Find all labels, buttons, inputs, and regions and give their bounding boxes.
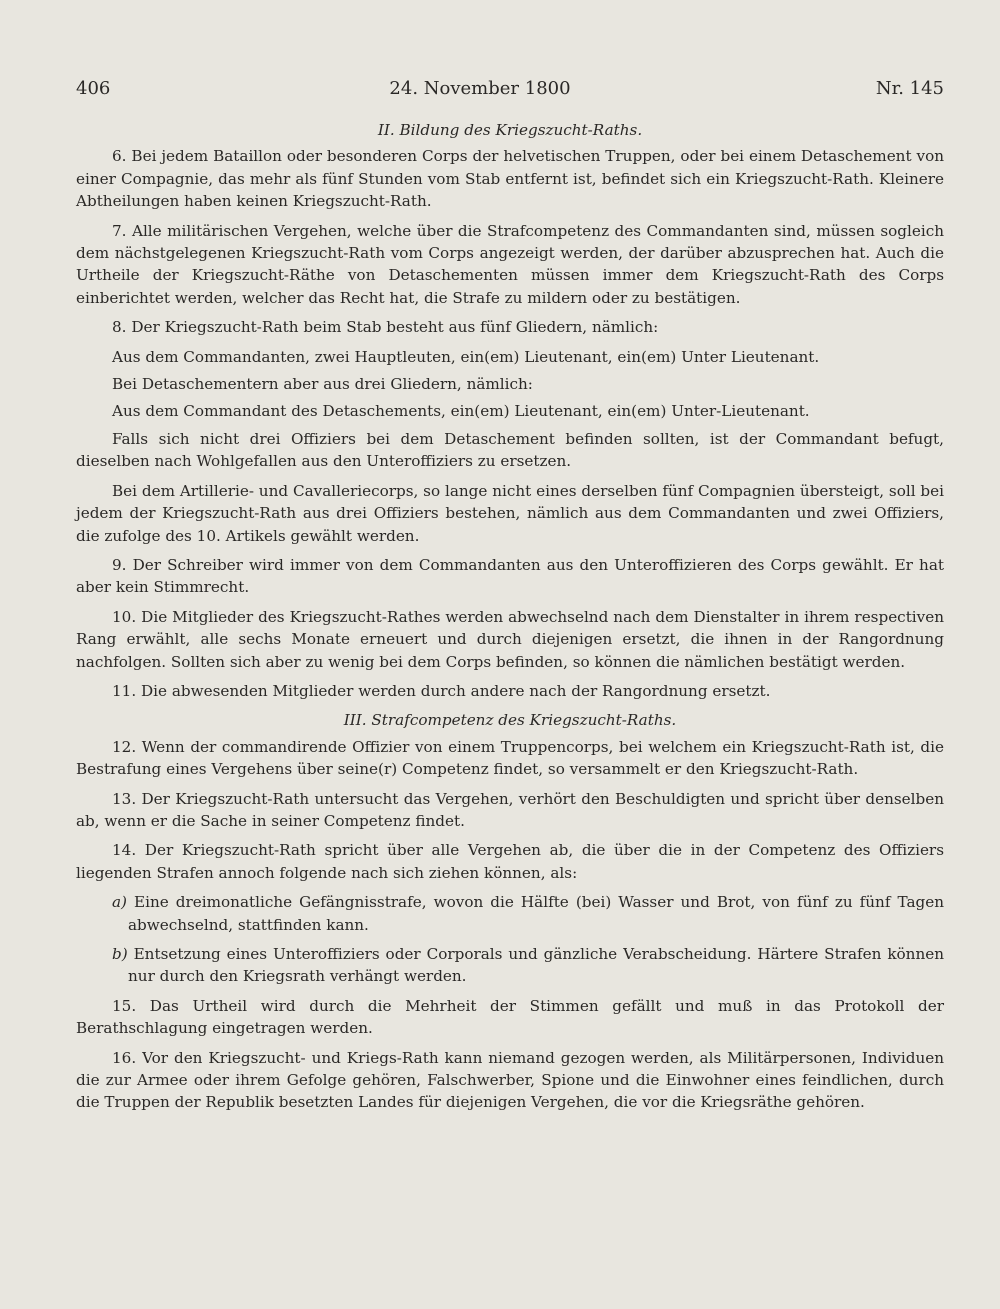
document-body	[76, 119, 944, 1121]
paragraph-14: 14. Der Kriegszucht-Rath spricht über alle Vergehen ab, die über die in der Competenz des Offiziers liegenden Strafen annoch folgende nach sich ziehen können, als:	[76, 841, 944, 882]
subitem-a-label: a)	[112, 893, 127, 912]
paragraph-16: 16. Vor den Kriegszucht- und Kriegs-Rath kann niemand gezogen werden, als Militärpersonen, Individuen die zur Armee oder ihrem Gefolge gehören, Falschwerber, Spione und die Einwohner eines feindlichen, durch die Truppen der Republik besetzten Landes für diejenigen Vergehen, die vor die Kriegsräthe gehören.	[76, 1048, 944, 1112]
paragraph-10: 10. Die Mitglieder des Kriegszucht-Rathes werden abwechselnd nach dem Dienstalter in ihrem respectiven Rang erwählt, alle sechs Monate erneuert und durch diejenigen ersetzt, die ihnen in der Rangordnung nachfolgen. Sollten sich aber zu wenig bei dem Corps befinden, so können die nämlichen bestätigt werden.	[76, 607, 944, 671]
paragraph-8-detachment-list: Aus dem Commandant des Detaschements, ein(em) Lieutenant, ein(em) Unter-Lieutenant.	[112, 402, 810, 421]
page-header	[76, 78, 944, 104]
paragraph-8-staff-list: Aus dem Commandanten, zwei Hauptleuten, ein(em) Lieutenant, ein(em) Unter Lieutenant.	[112, 347, 820, 366]
paragraph-12: 12. Wenn der commandirende Offizier von einem Truppencorps, bei welchem ein Kriegszucht-Rath ist, die Bestrafung eines Vergehens über seine(r) Competenz findet, so versammelt er den Kriegszucht-Rath.	[76, 737, 944, 779]
paragraph-8-detachment-intro: Bei Detaschementern aber aus drei Gliedern, nämlich:	[112, 375, 533, 394]
paragraph-7: 7. Alle militärischen Vergehen, welche über die Strafcompetenz des Commandanten sind, müssen sogleich dem nächstgelegenen Kriegszucht-Rath vom Corps angezeigt werden, der darüber abzusprechen hat. Auch die Urtheile der Kriegszucht-Räthe von Detaschementen müssen immer dem Kriegszucht-Rath des Corps einberichtet werden, welcher das Recht hat, die Strafe zu mildern oder zu bestätigen.	[76, 221, 944, 307]
paragraph-9: 9. Der Schreiber wird immer von dem Commandanten aus den Unteroffizieren des Corps gewählt. Er hat aber kein Stimmrecht.	[76, 555, 944, 597]
paragraph-8-artillery: Bei dem Artillerie- und Cavalleriecorps, so lange nicht eines derselben fünf Compagnien übersteigt, soll bei jedem der Kriegszucht-Rath aus drei Offiziers bestehen, nämlich aus dem Commandanten und zwei Offiziers, die zufolge des 10. Artikels gewählt werden.	[76, 481, 944, 545]
page-number: 406	[76, 78, 111, 99]
subitem-a-text: Eine dreimonatliche Gefängnisstrafe, wovon die Hälfte (bei) Wasser und Brot, von fünf zu fünf Tagen abwechselnd, stattfinden kann.	[128, 893, 945, 934]
section-heading-3: III. Strafcompetenz des Kriegszucht-Raths.	[343, 711, 677, 730]
subitem-a	[92, 891, 944, 936]
paragraph-13: 13. Der Kriegszucht-Rath untersucht das Vergehen, verhört den Beschuldigten und spricht über denselben ab, wenn er die Sache in seiner Competenz findet.	[76, 789, 944, 830]
paragraph-11: 11. Die abwesenden Mitglieder werden durch andere nach der Rangordnung ersetzt.	[112, 681, 771, 700]
subitem-b-label: b)	[112, 945, 128, 963]
paragraph-15: 15. Das Urtheil wird durch die Mehrheit der Stimmen gefällt und muß in das Protokoll der Berathschlagung eingetragen werden.	[76, 996, 944, 1038]
paragraph-8: 8. Der Kriegszucht-Rath beim Stab besteht aus fünf Gliedern, nämlich:	[112, 318, 659, 337]
subitem-b-text: Entsetzung eines Unteroffiziers oder Corporals und gänzliche Verabscheidung. Härtere Strafen können nur durch den Kriegsrath verhängt werden.	[128, 945, 945, 986]
paragraph-6: 6. Bei jedem Bataillon oder besonderen Corps der helvetischen Truppen, oder bei einem Detaschement von einer Compagnie, das mehr als fünf Stunden vom Stab entfernt ist, befindet sich ein Kriegszucht-Rath. Kleinere Abtheilungen haben keinen Kriegszucht-Rath.	[76, 147, 944, 211]
subitem-b	[92, 943, 944, 988]
document-number: Nr. 145	[875, 78, 944, 99]
section-heading-2: II. Bildung des Kriegszucht-Raths.	[377, 121, 643, 139]
paragraph-8-substitution: Falls sich nicht drei Offiziers bei dem Detaschement befinden sollten, ist der Commandant befugt, dieselben nach Wohlgefallen aus den Unteroffiziers zu ersetzen.	[76, 429, 944, 471]
header-date: 24. November 1800	[389, 78, 571, 99]
